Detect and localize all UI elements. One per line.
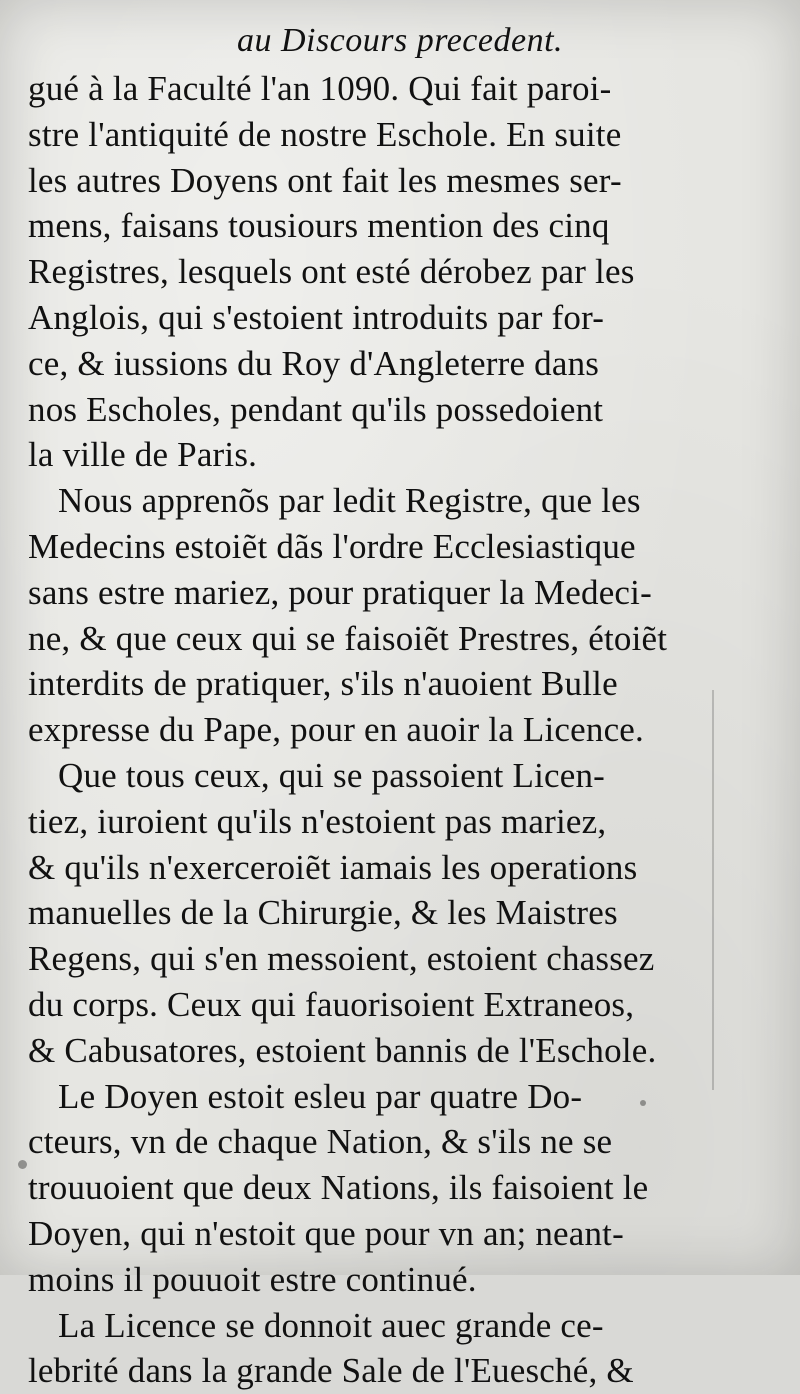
paragraph-start-line: Nous apprenõs par ledit Registre, que les [58,481,641,521]
text-line: expresse du Pape, pour en auoir la Licence. [28,710,644,750]
text-line: la ville de Paris. [28,435,258,475]
paragraph-start-line: La Licence se donnoit auec grande ce- [58,1305,604,1345]
text-line: manuelles de la Chirurgie, & les Maistres [28,893,618,933]
running-head: au Discours precedent. [236,22,564,59]
text-line: tiez, iuroient qu'ils n'estoient pas mariez, [28,801,607,841]
text-line: ne, & que ceux qui se faisoiẽt Prestres, étoiẽt [28,618,668,658]
text-line: interdits de pratiquer, s'ils n'auoient Bulle [28,664,618,704]
text-line: moins il pouuoit estre continué. [28,1259,477,1299]
paragraph-start-line: Que tous ceux, qui se passoient Licen- [58,755,606,795]
page-edge-shadow [712,690,714,1090]
paragraph-start-line: Le Doyen estoit esleu par quatre Do- [58,1076,583,1116]
text-line: stre l'antiquité de nostre Eschole. En suite [28,114,622,154]
text-line: les autres Doyens ont fait les mesmes ser- [28,160,622,200]
text-line: Medecins estoiẽt dãs l'ordre Ecclesiastique [28,526,636,566]
text-line: gué à la Faculté l'an 1090. Qui fait paroi- [28,69,612,108]
body-text [28,66,708,1394]
ink-speck [640,1100,646,1106]
text-line: sans estre mariez, pour pratiquer la Medeci- [28,572,652,612]
text-line: du corps. Ceux qui fauorisoient Extraneos, [28,984,635,1024]
text-line: Anglois, qui s'estoient introduits par for- [28,297,605,337]
text-line: lebrité dans la grande Sale de l'Euesché, & [28,1351,634,1391]
text-line: & qu'ils n'exerceroiẽt iamais les operations [28,847,638,887]
text-line: Doyen, qui n'estoit que pour vn an; neant- [28,1213,624,1253]
text-line: cteurs, vn de chaque Nation, & s'ils ne se [28,1122,613,1162]
ink-speck [18,1160,27,1169]
text-line: trouuoient que deux Nations, ils faisoient le [28,1168,649,1208]
text-line: Regens, qui s'en messoient, estoient chassez [28,939,655,979]
text-line: nos Escholes, pendant qu'ils possedoient [28,389,604,429]
text-line: ce, & iussions du Roy d'Angleterre dans [28,343,600,383]
text-line: & Cabusatores, estoient bannis de l'Eschole. [28,1030,657,1070]
text-line: mens, faisans tousiours mention des cinq [28,206,610,246]
text-line: Registres, lesquels ont esté dérobez par les [28,252,635,292]
